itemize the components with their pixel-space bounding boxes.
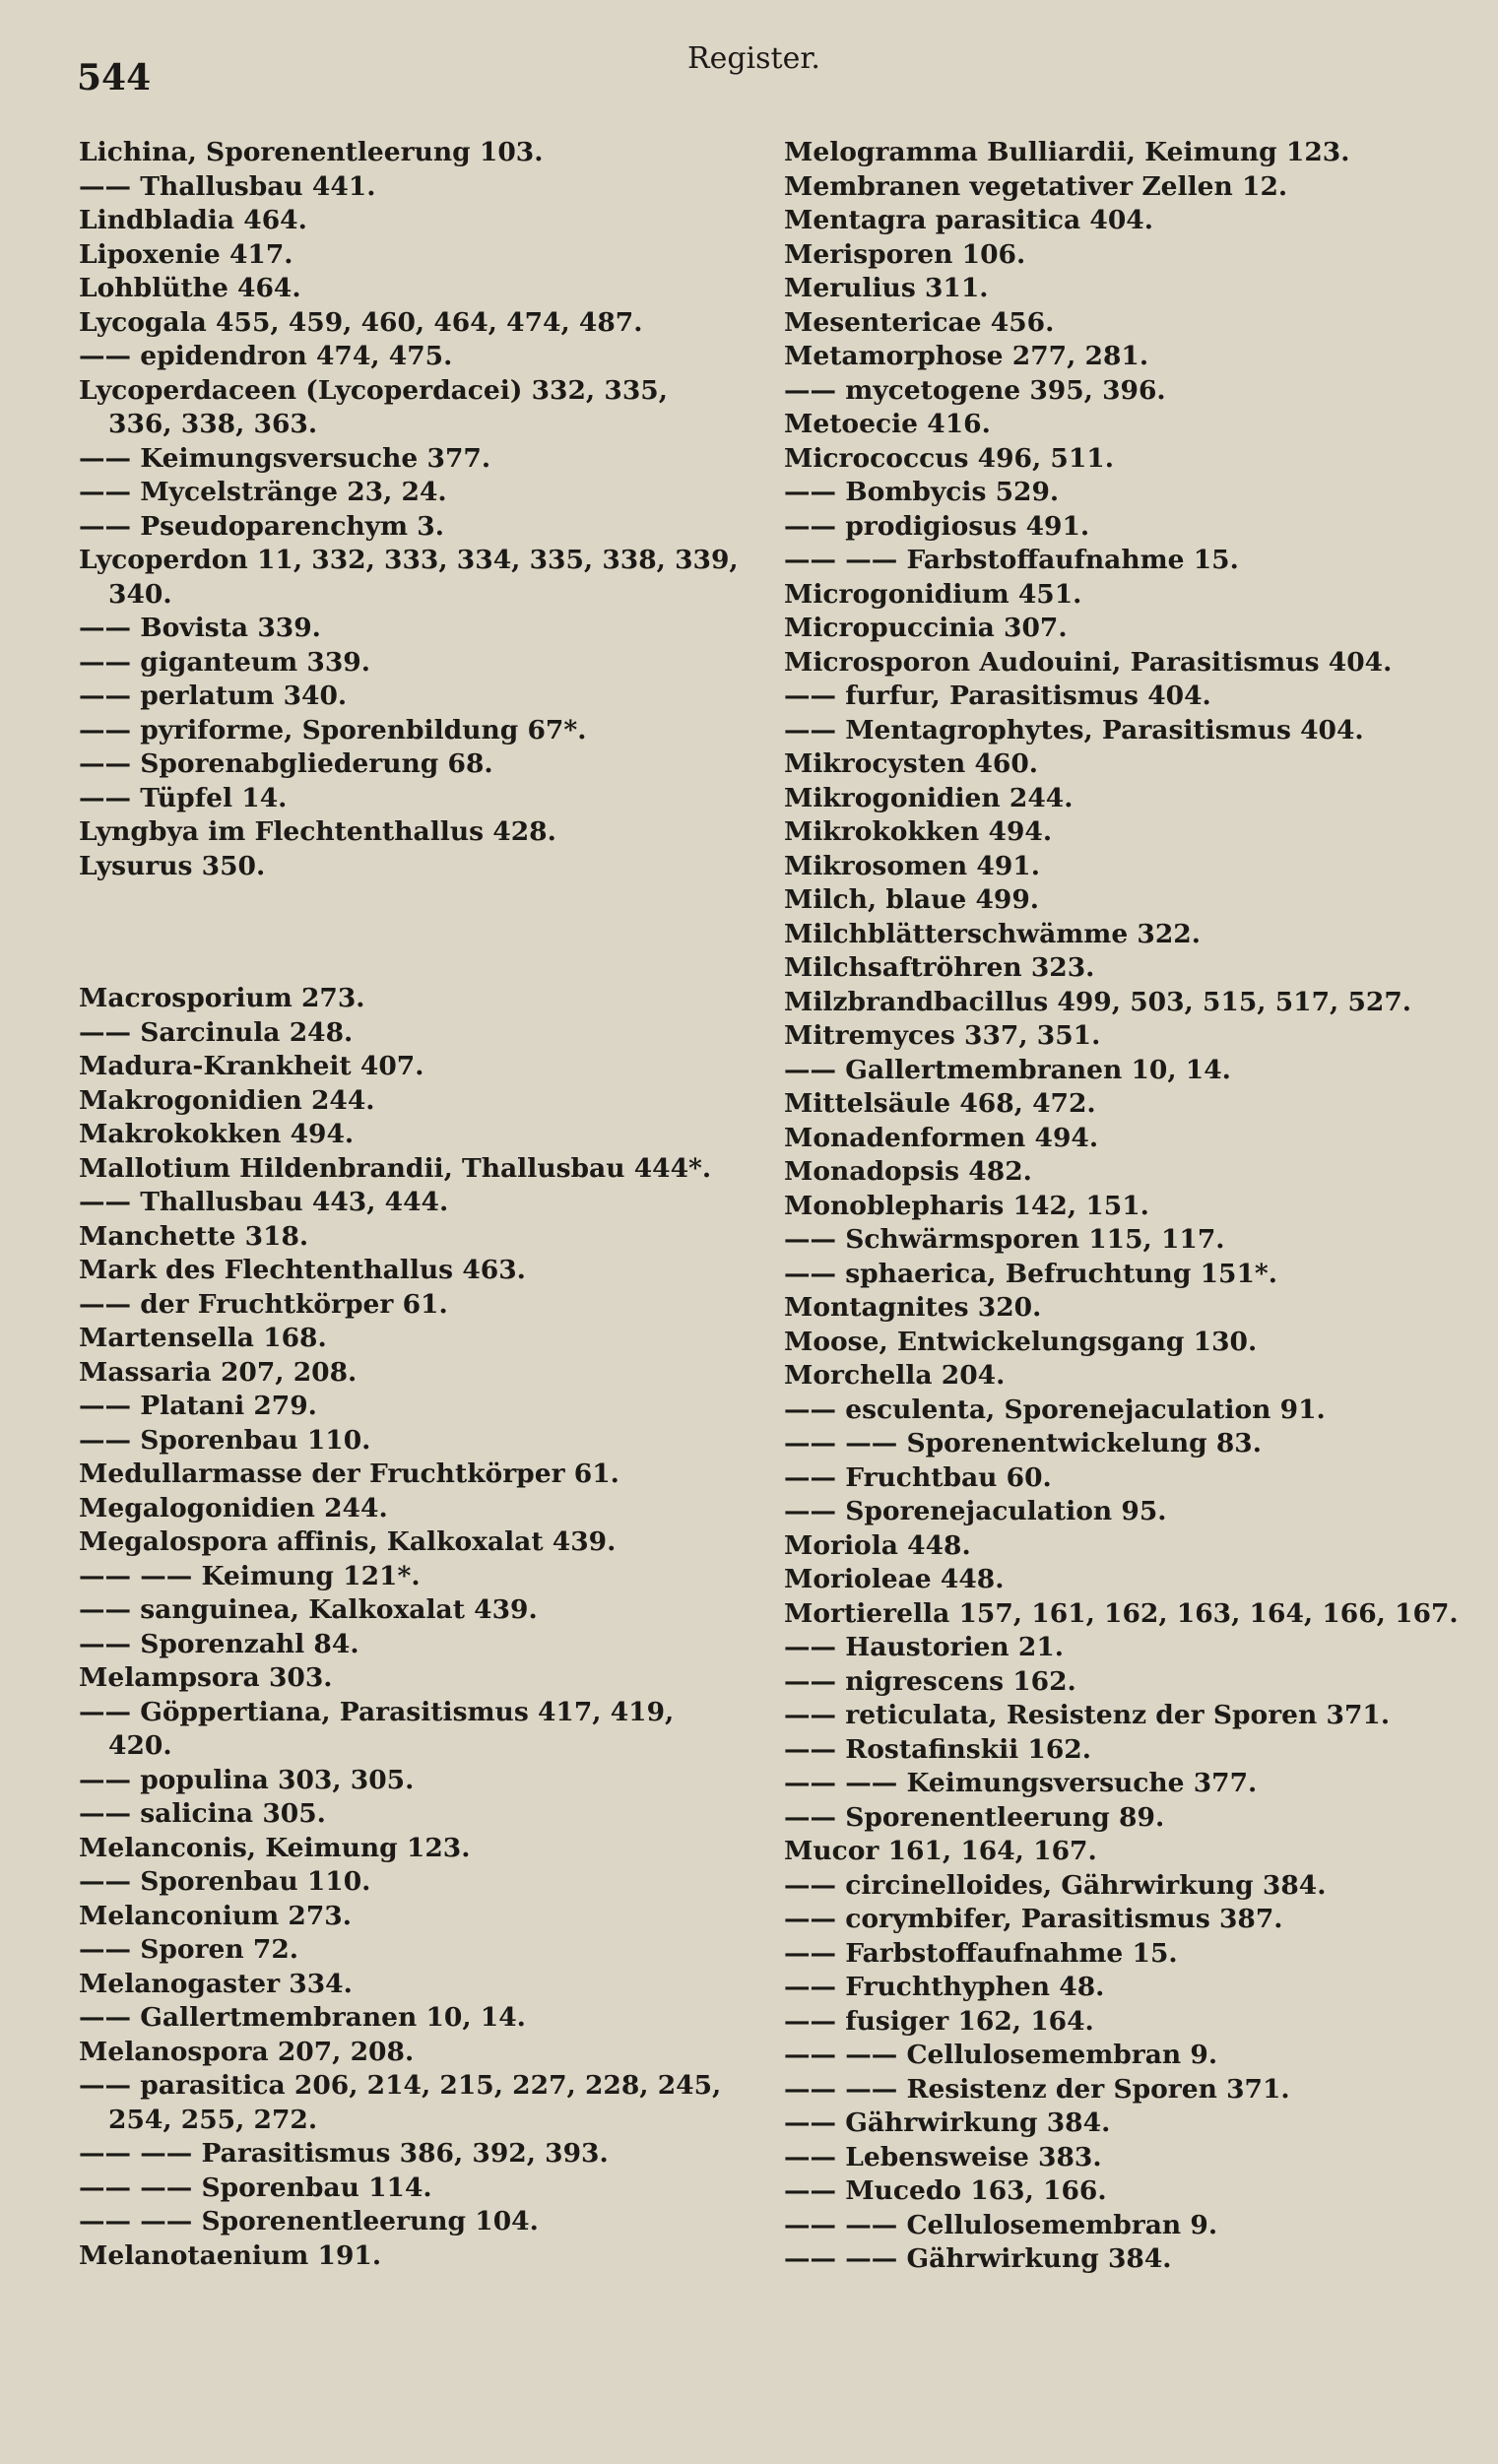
index-entry: —— —— Keimungsversuche 377. [784, 1768, 1258, 1798]
index-entry: —— esculenta, Sporenejaculation 91. [784, 1394, 1326, 1425]
index-entry: Mark des Flechtenthallus 463. [79, 1255, 526, 1285]
index-entry: Lysurus 350. [79, 850, 266, 881]
index-entry: —— salicina 305. [79, 1798, 326, 1829]
index-entry: —— giganteum 339. [79, 646, 370, 678]
index-entry: Melanogaster 334. [79, 1968, 353, 1999]
index-entry: —— der Fruchtkörper 61. [79, 1288, 448, 1320]
index-entry: —— sanguinea, Kalkoxalat 439. [79, 1594, 538, 1625]
index-entry: —— Farbstoffaufnahme 15. [784, 1937, 1178, 1969]
index-entry: —— Schwärmsporen 115, 117. [784, 1224, 1225, 1255]
index-entry: Makrokokken 494. [79, 1119, 355, 1149]
index-entry: Megalospora affinis, Kalkoxalat 439. [79, 1526, 617, 1557]
index-entry: Lindbladia 464. [79, 205, 307, 235]
index-entry: —— Sporenabgliederung 68. [79, 748, 493, 779]
index-entry: Microsporon Audouini, Parasitismus 404. [784, 646, 1393, 678]
index-entry: —— Platani 279. [79, 1391, 317, 1421]
index-entry: Milzbrandbacillus 499, 503, 515, 517, 527. [784, 986, 1412, 1017]
index-entry: —— Haustorien 21. [784, 1632, 1065, 1662]
index-entry: —— Mentagrophytes, Parasitismus 404. [784, 714, 1364, 746]
index-entry: —— Sporenejaculation 95. [784, 1496, 1167, 1526]
index-entry: Monadopsis 482. [784, 1156, 1032, 1187]
index-entry: Mikrocysten 460. [784, 748, 1038, 779]
index-entry: Membranen vegetativer Zellen 12. [784, 170, 1288, 202]
left-column [79, 136, 768, 2273]
index-entry: Lipoxenie 417. [79, 238, 293, 270]
index-entry: Metoecie 416. [784, 409, 991, 439]
index-entry: —— —— Sporenbau 114. [79, 2172, 432, 2203]
index-entry: Melampsora 303. [79, 1662, 333, 1693]
index-entry: Mentagra parasitica 404. [784, 205, 1153, 235]
index-entry: —— corymbifer, Parasitismus 387. [784, 1904, 1283, 1934]
index-entry: Lycogala 455, 459, 460, 464, 474, 487. [79, 306, 643, 338]
index-entry: Merisporen 106. [784, 238, 1026, 270]
index-entry: —— Mucedo 163, 166. [784, 2175, 1107, 2206]
index-entry: Lycoperdaceen (Lycoperdacei) 332, 335, [79, 374, 668, 406]
index-entry: Morioleae 448. [784, 1564, 1005, 1594]
index-entry: —— Keimungsversuche 377. [79, 442, 491, 474]
index-entry: —— Bombycis 529. [784, 477, 1060, 507]
index-entry: Milchblätterschwämme 322. [784, 918, 1201, 949]
index-entry: —— prodigiosus 491. [784, 510, 1090, 542]
index-entry: —— Thallusbau 443, 444. [79, 1187, 449, 1217]
index-entry: —— Pseudoparenchym 3. [79, 510, 444, 542]
index-entry: Melanconium 273. [79, 1900, 352, 1931]
index-entry: Mucor 161, 164, 167. [784, 1836, 1097, 1866]
index-entry: —— perlatum 340. [79, 681, 348, 711]
page-number: 544 [77, 57, 152, 98]
index-entry: Milchsaftröhren 323. [784, 952, 1095, 983]
index-entry: —— populina 303, 305. [79, 1764, 415, 1795]
index-entry: —— Rostafinskii 162. [784, 1733, 1091, 1765]
index-entry: Lichina, Sporenentleerung 103. [79, 137, 544, 167]
index-entry: Mikrogonidien 244. [784, 782, 1074, 813]
index-entry: 254, 255, 272. [108, 2104, 318, 2135]
index-entry: —— Gallertmembranen 10, 14. [784, 1054, 1231, 1085]
index-entry: Moriola 448. [784, 1529, 971, 1561]
index-entry: —— —— Parasitismus 386, 392, 393. [79, 2138, 609, 2169]
index-entry: —— Gährwirkung 384. [784, 2107, 1111, 2138]
index-entry: 336, 338, 363. [108, 409, 318, 439]
index-entry: —— —— Gährwirkung 384. [784, 2243, 1172, 2274]
index-entry: —— Sporenbau 110. [79, 1424, 371, 1456]
index-entry: —— circinelloides, Gährwirkung 384. [784, 1869, 1327, 1901]
index-entry: Micrococcus 496, 511. [784, 442, 1114, 474]
index-entry: Micropuccinia 307. [784, 613, 1068, 643]
index-entry: —— epidendron 474, 475. [79, 341, 453, 371]
index-entry: Mallotium Hildenbrandii, Thallusbau 444*. [79, 1152, 712, 1184]
index-entry: 340. [108, 578, 172, 610]
index-entry: —— Sporenzahl 84. [79, 1628, 359, 1659]
index-entry: —— Bovista 339. [79, 613, 321, 643]
section-gap [79, 883, 768, 982]
right-column [784, 136, 1473, 2277]
index-entry: Mittelsäule 468, 472. [784, 1088, 1096, 1119]
index-entry: —— nigrescens 162. [784, 1665, 1076, 1697]
index-entry: Medullarmasse der Fruchtkörper 61. [79, 1459, 619, 1489]
index-entry: —— parasitica 206, 214, 215, 227, 228, 245, [79, 2070, 722, 2101]
index-entry: —— Sporenbau 110. [79, 1866, 371, 1897]
index-entry: Merulius 311. [784, 273, 989, 303]
index-entry: 420. [108, 1730, 172, 1761]
running-header: Register. [687, 41, 820, 76]
index-entry: —— reticulata, Resistenz der Sporen 371. [784, 1700, 1391, 1730]
index-entry: Makrogonidien 244. [79, 1084, 375, 1116]
index-entry: —— Gallertmembranen 10, 14. [79, 2002, 526, 2033]
index-entry: Monadenformen 494. [784, 1122, 1099, 1153]
index-entry: —— —— Resistenz der Sporen 371. [784, 2073, 1290, 2105]
index-entry: Manchette 318. [79, 1220, 309, 1252]
index-entry: Megalogonidien 244. [79, 1492, 388, 1524]
index-entry: Milch, blaue 499. [784, 884, 1039, 915]
index-entry: —— Sarcinula 248. [79, 1016, 354, 1048]
index-entry: —— —— Cellulosemembran 9. [784, 2209, 1218, 2240]
index-entry: —— Fruchthyphen 48. [784, 1972, 1105, 2002]
index-entry: Mitremyces 337, 351. [784, 1020, 1101, 1051]
index-entry: —— pyriforme, Sporenbildung 67*. [79, 714, 587, 746]
index-entry: Mortierella 157, 161, 162, 163, 164, 166, 167. [784, 1597, 1459, 1629]
index-entry: Moose, Entwickelungsgang 130. [784, 1326, 1258, 1357]
index-entry: Mesentericae 456. [784, 306, 1055, 338]
index-entry: Morchella 204. [784, 1360, 1006, 1391]
index-entry: —— —— Cellulosemembran 9. [784, 2040, 1218, 2070]
index-entry: Massaria 207, 208. [79, 1356, 358, 1388]
index-entry: —— Fruchtbau 60. [784, 1461, 1052, 1493]
index-entry: Monoblepharis 142, 151. [784, 1190, 1149, 1221]
index-entry: Mikrokokken 494. [784, 816, 1053, 847]
index-entry: —— Thallusbau 441. [79, 170, 376, 202]
index-entry: Martensella 168. [79, 1323, 327, 1353]
index-entry: —— Lebensweise 383. [784, 2141, 1102, 2172]
index-entry: Macrosporium 273. [79, 983, 365, 1013]
index-entry: —— —— Sporenentleerung 104. [79, 2206, 539, 2237]
index-entry: Lohblüthe 464. [79, 273, 301, 303]
index-entry: —— fusiger 162, 164. [784, 2005, 1094, 2037]
index-entry: —— sphaerica, Befruchtung 151*. [784, 1258, 1277, 1289]
index-entry: Montagnites 320. [784, 1292, 1042, 1323]
index-entry: Metamorphose 277, 281. [784, 341, 1149, 371]
index-entry: —— furfur, Parasitismus 404. [784, 681, 1211, 711]
index-entry: Lycoperdon 11, 332, 333, 334, 335, 338, 339, [79, 545, 739, 575]
index-entry: Microgonidium 451. [784, 578, 1082, 610]
index-entry: —— —— Keimung 121*. [79, 1560, 421, 1591]
index-entry: Melogramma Bulliardii, Keimung 123. [784, 137, 1350, 167]
index-entry: Lyngbya im Flechtenthallus 428. [79, 816, 556, 847]
index-entry: —— Tüpfel 14. [79, 782, 288, 813]
index-entry: Melanotaenium 191. [79, 2239, 382, 2271]
index-entry: —— mycetogene 395, 396. [784, 374, 1166, 406]
index-entry: —— Sporenentleerung 89. [784, 1801, 1165, 1833]
index-entry: Mikrosomen 491. [784, 850, 1040, 881]
index-entry: —— Göppertiana, Parasitismus 417, 419, [79, 1696, 675, 1727]
index-entry: Melanospora 207, 208. [79, 2036, 415, 2067]
index-entry: —— —— Farbstoffaufnahme 15. [784, 545, 1239, 575]
index-entry: Madura-Krankheit 407. [79, 1051, 424, 1081]
index-entry: —— Sporen 72. [79, 1934, 298, 1965]
index-entry: —— —— Sporenentwickelung 83. [784, 1428, 1262, 1459]
index-entry: —— Mycelstränge 23, 24. [79, 477, 447, 507]
index-entry: Melanconis, Keimung 123. [79, 1832, 471, 1863]
